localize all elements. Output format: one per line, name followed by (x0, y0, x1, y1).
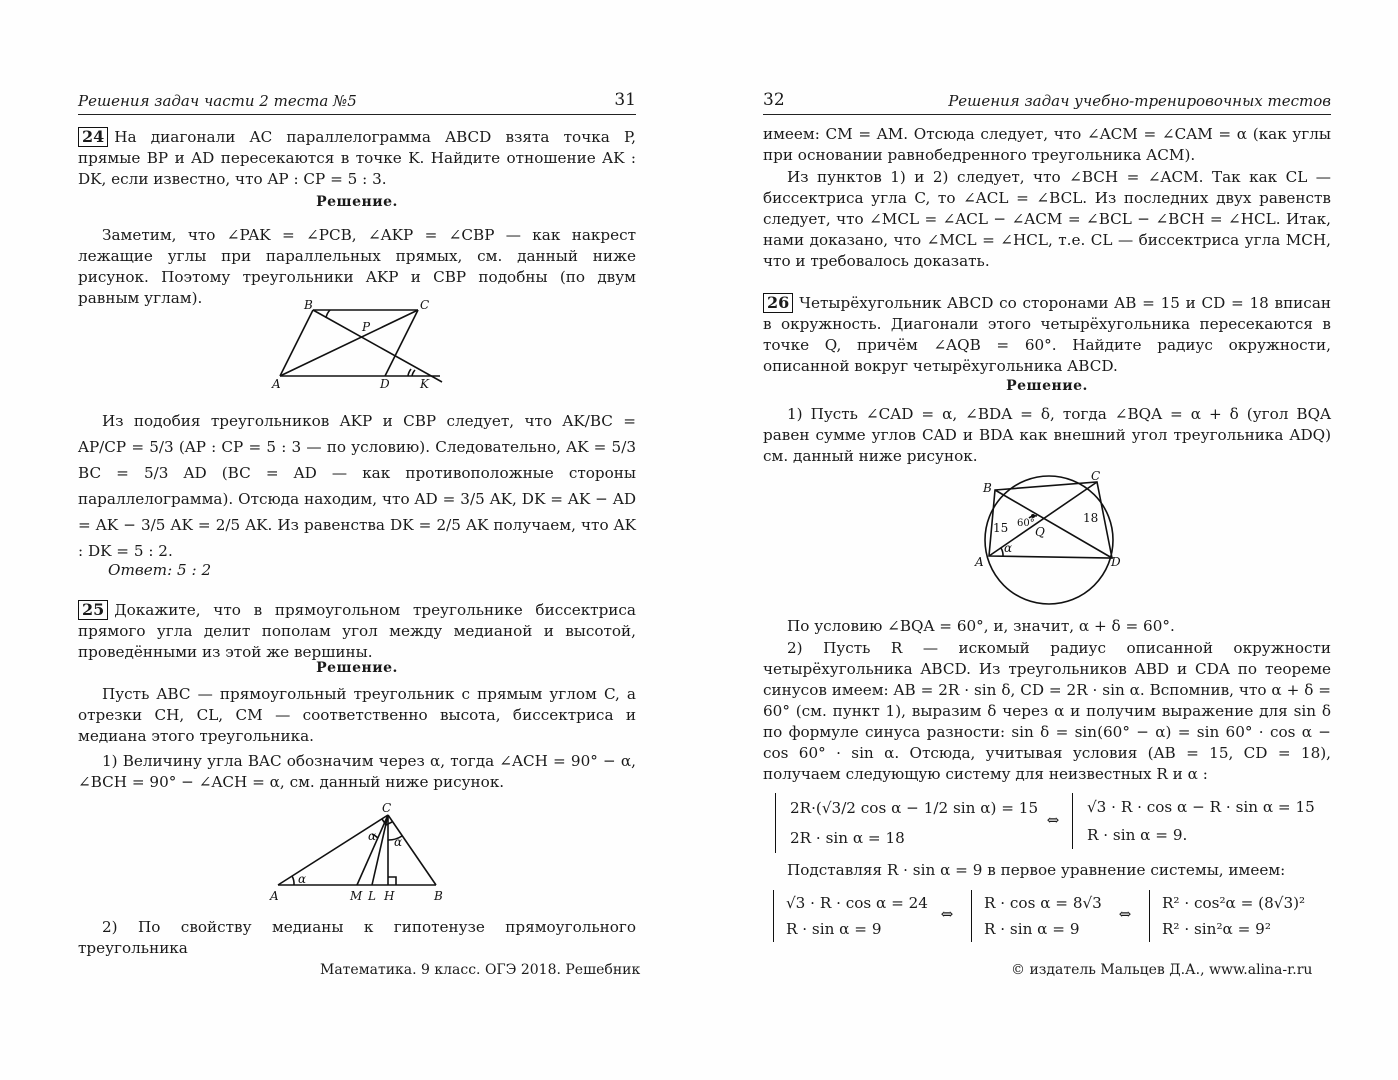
left-header-title: Решения задач части 2 теста №5 (78, 92, 357, 110)
continuation-paragraph-2: Из пунктов 1) и 2) следует, что ∠BCH = ∠ACM. Так как CL — биссектриса угла C, то ∠ACL = ∠BCL. Из последних двух равенств следует, что ∠MCL = ∠ACL − ∠ACM = ∠BCL − ∠BCH = ∠HCL. Итак, нами доказано, что ∠MCL = ∠HCL, т.е. CL — биссектриса угла MCH, что и требовалось доказать. (763, 168, 1331, 270)
label-q: Q (1035, 525, 1045, 539)
line-bk (313, 310, 442, 382)
system-4-eq-2: R · sin α = 9 (984, 920, 1080, 938)
angle-arc-alpha (1001, 548, 1003, 556)
system-3-eq-2: R · sin α = 9 (786, 920, 882, 938)
label-a: A (272, 377, 281, 391)
problem-25-paragraph-1: Пусть ABC — прямоугольный треугольник с прямым углом C, а отрезки CH, CL, CM — соответственно высота, биссектриса и медиана этого треугольника. (78, 685, 636, 745)
problem-26-statement: 26 Четырёхугольник ABCD со сторонами AB = 15 и CD = 18 вписан в окружность. Диагонали этого четырёхугольника пересекаются в точке Q, причём ∠AQB = 60°. Найдите радиус окружности, описанной вокруг четырёхугольника ABCD. (763, 293, 1331, 375)
problem-24-answer: Ответ: 5 : 2 (108, 561, 212, 579)
label-h: H (384, 889, 395, 903)
equivalence-arrow-1: ⇔ (1046, 811, 1060, 829)
label-c: C (1091, 469, 1101, 483)
parallelogram-figure (270, 298, 450, 393)
angle-arc-a (292, 876, 294, 885)
label-18: 18 (1083, 511, 1099, 525)
right-triangle-figure (268, 800, 458, 905)
problem-26-number: 26 (763, 293, 793, 313)
problem-24-number: 24 (78, 127, 108, 147)
system-5 (1149, 890, 1344, 942)
label-p: P (362, 320, 371, 334)
side-ac (278, 815, 388, 885)
right-angle-mark-h (388, 877, 396, 885)
angle-arc-k-1 (408, 369, 411, 376)
problem-26-paragraph-4: Подставляя R · sin α = 9 в первое уравнение системы, имеем: (787, 861, 1286, 879)
system-2-eq-1: √3 · R · cos α − R · sin α = 15 (1087, 798, 1315, 816)
label-c: C (382, 801, 392, 815)
system-4-eq-1: R · cos α = 8√3 (984, 894, 1102, 912)
problem-25-number: 25 (78, 600, 108, 620)
problem-24-solution-heading: Решение. (316, 194, 398, 210)
label-d: D (380, 377, 390, 391)
problem-25-statement: 25 Докажите, что в прямоугольном треугольнике биссектриса прямого угла делит пополам угол между медианой и высотой, проведёнными из этой же вершины. (78, 600, 636, 661)
left-footer: Математика. 9 класс. ОГЭ 2018. Решебник (320, 962, 641, 978)
side-cb (388, 815, 436, 885)
label-d: D (1111, 555, 1121, 569)
left-running-header (78, 88, 636, 115)
label-a: A (270, 889, 279, 903)
system-3 (773, 890, 956, 942)
equivalence-arrow-2: ⇔ (940, 905, 954, 923)
system-1-eq-1: 2R·(√3/2 cos α − 1/2 sin α) = 15 (790, 799, 1039, 817)
inscribed-quadrilateral-figure (971, 470, 1131, 610)
right-running-header (763, 88, 1331, 115)
label-alpha: α (1004, 541, 1013, 555)
right-footer: © издатель Мальцев Д.А., www.alina-r.ru (1011, 962, 1313, 978)
problem-24-paragraph-1: Заметим, что ∠PAK = ∠PCB, ∠AKP = ∠CBP — как накрест лежащие углы при параллельных прямых, см. данный ниже рисунок. Поэтому треугольники AKP и CBP подобны (по двум равным углам). (78, 226, 636, 307)
system-5-eq-1: R² · cos²α = (8√3)² (1162, 894, 1306, 912)
problem-25-paragraph-2: 1) Величину угла BAC обозначим через α, тогда ∠ACH = 90° − α, ∠BCH = 90° − ∠ACH = α, см. данный ниже рисунок. (78, 752, 636, 791)
problem-26-paragraph-1: 1) Пусть ∠CAD = α, ∠BDA = δ, тогда ∠BQA = α + δ (угол BQA равен сумме углов CAD и BDA как внешний угол треугольника ADQ) см. данный ниже рисунок. (763, 405, 1331, 465)
label-alpha-bch: α (394, 835, 403, 849)
left-page-number: 31 (614, 90, 636, 110)
label-m: M (350, 889, 363, 903)
angle-arc-k-2 (412, 370, 415, 376)
label-alpha-a: α (298, 872, 307, 886)
problem-24-statement: 24 На диагонали AC параллелограмма ABCD взята точка P, прямые BP и AD пересекаются в точке K. Найдите отношение AK : DK, если известно, что AP : CP = 5 : 3. (78, 127, 636, 188)
side-ab (280, 310, 313, 376)
continuation-paragraph-1: имеем: CM = AM. Отсюда следует, что ∠ACM = ∠CAM = α (как углы при основании равнобедренного треугольника ACM). (763, 125, 1331, 164)
problem-25-paragraph-3: 2) По свойству медианы к гипотенузе прямоугольного треугольника (78, 918, 636, 957)
problem-25-solution-heading: Решение. (316, 660, 398, 676)
label-a: A (975, 555, 984, 569)
label-b: B (983, 481, 992, 495)
angle-arc-b (326, 310, 330, 318)
equivalence-arrow-3: ⇔ (1118, 905, 1132, 923)
label-b: B (304, 298, 313, 312)
label-c: C (420, 298, 430, 312)
label-k: K (420, 377, 429, 391)
diagonal-ac (280, 310, 418, 376)
label-l: L (368, 889, 376, 903)
system-2-eq-2: R · sin α = 9. (1087, 826, 1188, 844)
problem-26-solution-heading: Решение. (1006, 378, 1088, 394)
label-60: 60° (1017, 518, 1035, 529)
right-header-title: Решения задач учебно-тренировочных тестов (948, 92, 1331, 110)
label-alpha-acm: α (368, 829, 377, 843)
problem-26-paragraph-3: 2) Пусть R — искомый радиус описанной окружности четырёхугольника ABCD. Из треугольников ABD и CDA по теореме синусов имеем: AB = 2R · sin δ, CD = 2R · sin α. Вспомнив, что α + δ = 60° (см. пункт 1), выразим δ через α и получим выражение для sin δ по формуле синуса разности: sin δ = sin(60° − α) = sin 60° · cos α − cos 60° · sin α. Отсюда, учитывая условия (AB = 15, CD = 18), получаем следующую систему для неизвестных R и α : (763, 639, 1331, 783)
right-page-number: 32 (763, 90, 785, 110)
label-b: B (434, 889, 443, 903)
system-2 (1072, 793, 1347, 849)
system-3-eq-1: √3 · R · cos α = 24 (786, 894, 928, 912)
problem-26-paragraph-2: По условию ∠BQA = 60°, и, значит, α + δ = 60°. (787, 617, 1175, 635)
system-1-eq-2: 2R · sin α = 18 (790, 829, 905, 847)
system-4 (971, 890, 1114, 942)
system-5-eq-2: R² · sin²α = 9² (1162, 920, 1271, 938)
right-page (699, 0, 1398, 1080)
problem-24-paragraph-2: Из подобия треугольников AKP и CBP следует, что AK/BC = AP/CP = 5/3 (AP : CP = 5 : 3 — по условию). Следовательно, AK = 5/3 BC = 5/3 AD (BC = AD — как противоположные стороны параллелограмма). Отсюда находим, что AD = 3/5 AK, DK = AK − AD = AK − 3/5 AK = 2/5 AK. Из равенства DK = 2/5 AK получаем, что AK : DK = 5 : 2. (78, 412, 636, 560)
label-15: 15 (993, 521, 1009, 535)
